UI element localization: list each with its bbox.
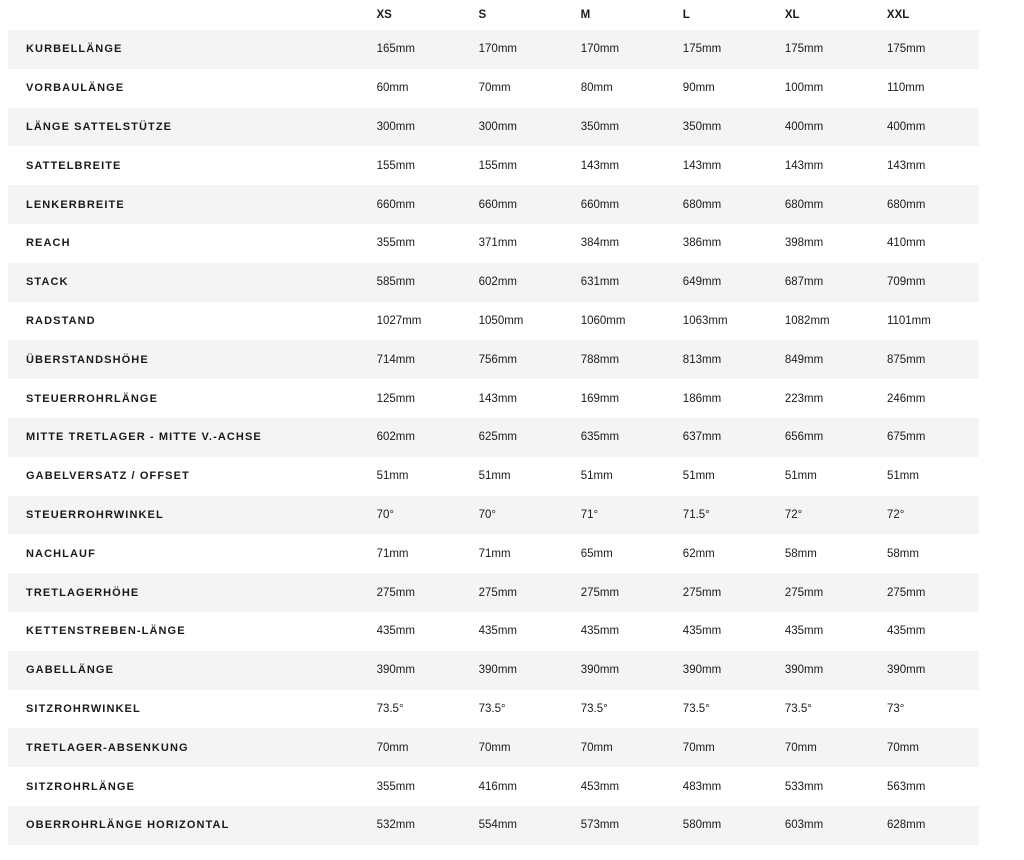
table-row [8, 340, 979, 379]
value-cell: 398mm [784, 237, 824, 250]
value-cell: 660mm [478, 198, 517, 211]
value-cell: 125mm [376, 392, 415, 405]
value-cell: 60mm [376, 82, 409, 95]
value-cell: 635mm [580, 431, 620, 444]
row-label: LÄNGE SATTELSTÜTZE [26, 120, 173, 133]
value-cell: 532mm [376, 819, 415, 832]
table-row [8, 146, 979, 185]
row-label: MITTE TRETLAGER - MITTE V.-ACHSE [26, 431, 262, 444]
row-label: KETTENSTREBEN-LÄNGE [26, 625, 186, 638]
value-cell: 813mm [682, 353, 722, 366]
size-header-xxl: XXL [886, 9, 910, 21]
value-cell: 70° [478, 508, 497, 521]
table-row [8, 457, 979, 496]
value-cell: 709mm [886, 276, 926, 289]
value-cell: 275mm [580, 586, 620, 599]
value-cell: 416mm [478, 780, 517, 793]
value-cell: 435mm [580, 625, 620, 638]
value-cell: 170mm [478, 43, 517, 56]
row-label: OBERROHRLÄNGE HORIZONTAL [26, 819, 230, 832]
value-cell: 680mm [682, 198, 722, 211]
value-cell: 143mm [784, 159, 824, 172]
value-cell: 72° [886, 508, 905, 521]
value-cell: 756mm [478, 353, 517, 366]
table-body [8, 30, 979, 845]
value-cell: 73.5° [682, 702, 710, 715]
value-cell: 65mm [580, 547, 613, 560]
table-row [8, 30, 979, 69]
size-header-xs: XS [376, 9, 392, 21]
value-cell: 58mm [784, 547, 817, 560]
value-cell: 585mm [376, 276, 415, 289]
value-cell: 602mm [376, 431, 415, 444]
value-cell: 656mm [784, 431, 824, 444]
value-cell: 435mm [784, 625, 824, 638]
value-cell: 70mm [478, 82, 511, 95]
value-cell: 275mm [682, 586, 722, 599]
value-cell: 675mm [886, 431, 926, 444]
table-row [8, 534, 979, 573]
value-cell: 300mm [376, 120, 415, 133]
value-cell: 51mm [886, 470, 919, 483]
value-cell: 580mm [682, 819, 722, 832]
value-cell: 71mm [478, 547, 511, 560]
value-cell: 390mm [784, 664, 824, 677]
table-row [8, 573, 979, 612]
row-label: SATTELBREITE [26, 159, 122, 172]
value-cell: 602mm [478, 276, 517, 289]
value-cell: 73° [886, 702, 905, 715]
row-label: STEUERROHRLÄNGE [26, 392, 159, 405]
value-cell: 554mm [478, 819, 517, 832]
value-cell: 435mm [682, 625, 722, 638]
row-label: KURBELLÄNGE [26, 43, 123, 56]
geometry-table [8, 0, 979, 845]
value-cell: 165mm [376, 43, 415, 56]
value-cell: 714mm [376, 353, 415, 366]
value-cell: 73.5° [784, 702, 812, 715]
value-cell: 275mm [784, 586, 824, 599]
value-cell: 1027mm [376, 314, 422, 327]
value-cell: 573mm [580, 819, 620, 832]
value-cell: 70mm [886, 741, 919, 754]
value-cell: 390mm [478, 664, 517, 677]
row-label: SITZROHRWINKEL [26, 702, 141, 715]
value-cell: 80mm [580, 82, 613, 95]
size-header-s: S [478, 9, 487, 21]
value-cell: 386mm [682, 237, 722, 250]
value-cell: 371mm [478, 237, 517, 250]
value-cell: 300mm [478, 120, 517, 133]
row-label: STACK [26, 276, 69, 289]
row-label: VORBAULÄNGE [26, 82, 125, 95]
value-cell: 90mm [682, 82, 715, 95]
value-cell: 175mm [784, 43, 824, 56]
value-cell: 100mm [784, 82, 824, 95]
value-cell: 680mm [886, 198, 926, 211]
value-cell: 660mm [376, 198, 415, 211]
row-label: RADSTAND [26, 314, 96, 327]
value-cell: 70mm [478, 741, 511, 754]
value-cell: 223mm [784, 392, 824, 405]
value-cell: 246mm [886, 392, 926, 405]
value-cell: 875mm [886, 353, 926, 366]
value-cell: 58mm [886, 547, 919, 560]
value-cell: 563mm [886, 780, 926, 793]
value-cell: 435mm [886, 625, 926, 638]
value-cell: 143mm [682, 159, 722, 172]
size-header-xl: XL [784, 9, 800, 21]
value-cell: 275mm [478, 586, 517, 599]
row-label: GABELLÄNGE [26, 664, 114, 677]
value-cell: 170mm [580, 43, 620, 56]
value-cell: 687mm [784, 276, 824, 289]
value-cell: 186mm [682, 392, 722, 405]
value-cell: 390mm [886, 664, 926, 677]
value-cell: 631mm [580, 276, 620, 289]
value-cell: 533mm [784, 780, 824, 793]
value-cell: 603mm [784, 819, 824, 832]
table-row [8, 806, 979, 845]
value-cell: 71mm [376, 547, 409, 560]
value-cell: 155mm [478, 159, 517, 172]
value-cell: 483mm [682, 780, 722, 793]
table-row [8, 302, 979, 341]
row-label: GABELVERSATZ / OFFSET [26, 470, 190, 483]
value-cell: 390mm [580, 664, 620, 677]
value-cell: 1101mm [886, 314, 931, 327]
value-cell: 1060mm [580, 314, 626, 327]
value-cell: 143mm [580, 159, 620, 172]
value-cell: 849mm [784, 353, 824, 366]
value-cell: 637mm [682, 431, 722, 444]
row-label: REACH [26, 237, 71, 250]
value-cell: 680mm [784, 198, 824, 211]
value-cell: 400mm [784, 120, 824, 133]
value-cell: 73.5° [478, 702, 506, 715]
value-cell: 70mm [580, 741, 613, 754]
value-cell: 400mm [886, 120, 926, 133]
value-cell: 275mm [886, 586, 926, 599]
value-cell: 51mm [478, 470, 511, 483]
table-row [8, 418, 979, 457]
value-cell: 143mm [478, 392, 517, 405]
size-header-row [8, 0, 979, 30]
table-row [8, 767, 979, 806]
value-cell: 51mm [580, 470, 613, 483]
value-cell: 51mm [784, 470, 817, 483]
value-cell: 350mm [580, 120, 620, 133]
value-cell: 73.5° [376, 702, 404, 715]
value-cell: 350mm [682, 120, 722, 133]
value-cell: 72° [784, 508, 803, 521]
size-header-m: M [580, 9, 591, 21]
value-cell: 70mm [784, 741, 817, 754]
row-label: TRETLAGER-ABSENKUNG [26, 741, 189, 754]
value-cell: 1063mm [682, 314, 728, 327]
value-cell: 169mm [580, 392, 620, 405]
value-cell: 628mm [886, 819, 926, 832]
table-row [8, 496, 979, 535]
value-cell: 410mm [886, 237, 926, 250]
value-cell: 275mm [376, 586, 415, 599]
value-cell: 625mm [478, 431, 517, 444]
table-row [8, 224, 979, 263]
value-cell: 155mm [376, 159, 415, 172]
value-cell: 70° [376, 508, 394, 521]
value-cell: 70mm [376, 741, 409, 754]
value-cell: 355mm [376, 237, 415, 250]
value-cell: 73.5° [580, 702, 608, 715]
value-cell: 649mm [682, 276, 722, 289]
table-row [8, 263, 979, 302]
value-cell: 62mm [682, 547, 715, 560]
value-cell: 71° [580, 508, 599, 521]
table-row [8, 651, 979, 690]
value-cell: 1050mm [478, 314, 524, 327]
value-cell: 390mm [376, 664, 415, 677]
table-row [8, 185, 979, 224]
table-row [8, 728, 979, 767]
row-label: ÜBERSTANDSHÖHE [26, 353, 149, 366]
value-cell: 70mm [682, 741, 715, 754]
value-cell: 453mm [580, 780, 620, 793]
table-row [8, 612, 979, 651]
value-cell: 384mm [580, 237, 620, 250]
value-cell: 390mm [682, 664, 722, 677]
value-cell: 1082mm [784, 314, 830, 327]
value-cell: 788mm [580, 353, 620, 366]
value-cell: 51mm [376, 470, 409, 483]
row-label: LENKERBREITE [26, 198, 125, 211]
value-cell: 435mm [376, 625, 415, 638]
value-cell: 175mm [886, 43, 926, 56]
size-header-l: L [682, 9, 690, 21]
value-cell: 110mm [886, 82, 925, 95]
value-cell: 660mm [580, 198, 620, 211]
value-cell: 143mm [886, 159, 926, 172]
row-label: SITZROHRLÄNGE [26, 780, 136, 793]
value-cell: 51mm [682, 470, 715, 483]
value-cell: 435mm [478, 625, 517, 638]
row-label: STEUERROHRWINKEL [26, 508, 164, 521]
table-row [8, 108, 979, 147]
row-label: TRETLAGERHÖHE [26, 586, 140, 599]
table-row [8, 69, 979, 108]
table-row [8, 379, 979, 418]
row-label: NACHLAUF [26, 547, 96, 560]
table-row [8, 690, 979, 729]
value-cell: 175mm [682, 43, 722, 56]
value-cell: 71.5° [682, 508, 710, 521]
value-cell: 355mm [376, 780, 415, 793]
